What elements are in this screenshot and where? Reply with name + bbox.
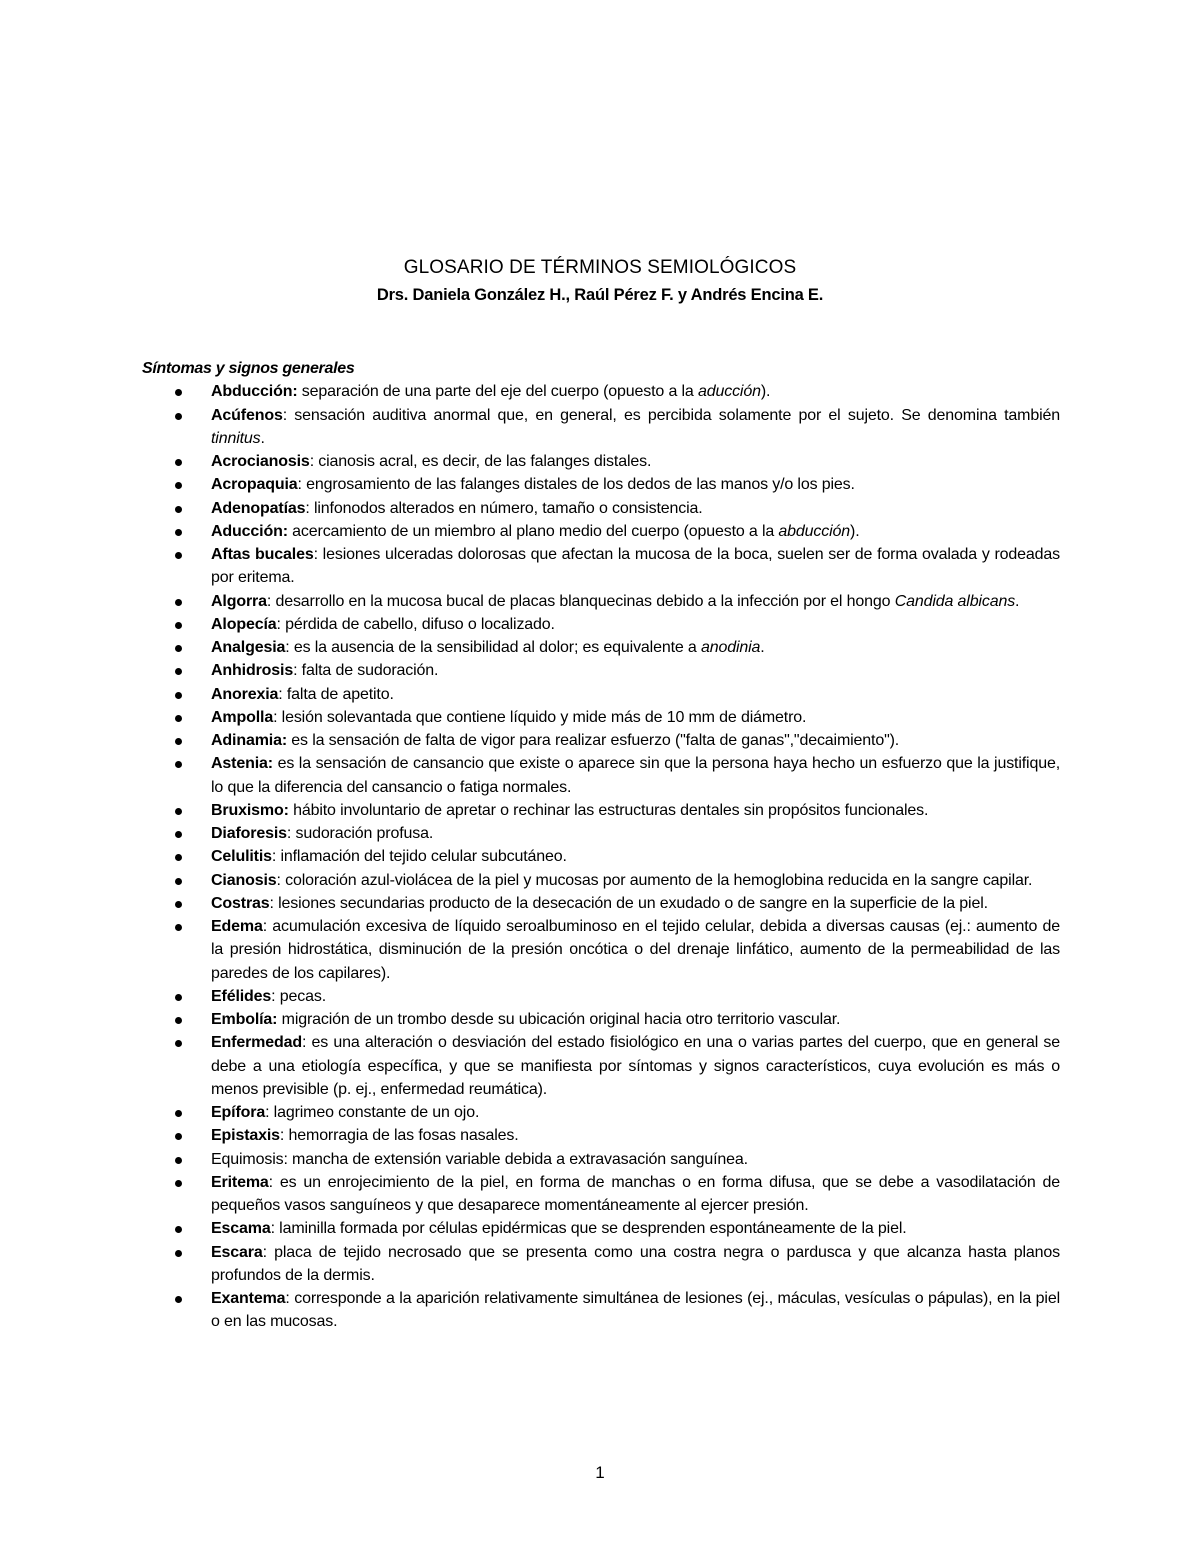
glossary-term: Acropaquia: [211, 476, 298, 494]
bullet-icon: [175, 1110, 182, 1117]
bullet-icon: [175, 715, 182, 722]
glossary-definition: .: [760, 639, 765, 656]
glossary-term: Adinamia:: [211, 732, 287, 749]
glossary-definition: : placa de tejido necrosado que se presenta como una costra negra o pardusca y que alcanza hasta planos profundos de la dermis.: [211, 1243, 1060, 1284]
bullet-icon: [175, 529, 182, 536]
glossary-entry: [211, 1287, 1060, 1334]
glossary-entry: [211, 1171, 1060, 1218]
glossary-definition-italic: aducción: [697, 383, 761, 401]
bullet-icon: [175, 738, 182, 745]
glossary-term: Edema: [211, 918, 263, 935]
glossary-definition: ).: [850, 522, 860, 540]
glossary-entry: [211, 1031, 1060, 1101]
glossary-definition-italic: anodinia: [700, 639, 761, 656]
glossary-entry: [211, 380, 1060, 403]
glossary-term: Bruxismo:: [211, 801, 289, 819]
bullet-icon: [175, 389, 182, 396]
bullet-icon: [175, 1040, 182, 1047]
glossary-definition: : lesión solevantada que contiene líquido y mide más de 10 mm de diámetro.: [273, 708, 807, 726]
bullet-icon: [175, 459, 182, 466]
glossary-term: Eritema: [211, 1173, 269, 1191]
bullet-icon: [175, 506, 182, 513]
glossary-definition: separación de una parte del eje del cuerpo (opuesto a la: [297, 383, 698, 401]
bullet-icon: [175, 413, 182, 420]
glossary-definition: Equimosis: mancha de extensión variable debida a extravasación sanguínea.: [211, 1150, 748, 1168]
glossary-term: Epífora: [211, 1104, 266, 1121]
glossary-entry: [211, 473, 1060, 496]
bullet-icon: [175, 878, 182, 885]
glossary-entry: [211, 450, 1060, 473]
glossary-definition: : pecas.: [271, 987, 327, 1005]
glossary-term: Ampolla: [211, 708, 274, 726]
bullet-icon: [175, 552, 182, 559]
glossary-term: Cianosis: [211, 871, 277, 889]
glossary-definition: : cianosis acral, es decir, de las falanges distales.: [309, 453, 652, 470]
glossary-definition: es la sensación de cansancio que existe o aparece sin que la persona haya hecho un esfuerzo que la justifique, lo que la diferencia del cansancio o fatiga normales.: [211, 755, 1060, 796]
glossary-definition: : hemorragia de las fosas nasales.: [279, 1127, 519, 1145]
glossary-definition: : es un enrojecimiento de la piel, en forma de manchas o en forma difusa, que se debe a vasodilatación de pequeños vasos sanguíneos y que desaparece momentáneamente al ejercer presión.: [211, 1173, 1060, 1214]
bullet-icon: [175, 599, 182, 606]
glossary-term: Diaforesis: [211, 825, 287, 842]
glossary-definition: : corresponde a la aparición relativamente simultánea de lesiones (ej., máculas, vesículas o pápulas), en la piel o en las mucosas.: [211, 1290, 1060, 1331]
bullet-icon: [175, 761, 182, 768]
bullet-icon: [175, 1296, 182, 1303]
glossary-term: Enfermedad: [211, 1034, 302, 1052]
glossary-entry: [211, 915, 1060, 985]
glossary-entry: [211, 1101, 1060, 1124]
glossary-term: Analgesia: [211, 639, 286, 656]
bullet-icon: [175, 831, 182, 838]
glossary-entry: [211, 729, 1060, 752]
glossary-term: Escara: [211, 1243, 263, 1261]
glossary-definition: : inflamación del tejido celular subcutáneo.: [271, 848, 567, 866]
glossary-definition: : sudoración profusa.: [286, 825, 434, 842]
glossary-entry: [211, 1241, 1060, 1288]
glossary-entry: [211, 659, 1060, 682]
bullet-icon: [175, 808, 182, 815]
glossary-entry: [211, 520, 1060, 543]
glossary-entry: [211, 822, 1060, 845]
glossary-definition: : acumulación excesiva de líquido seroalbuminoso en el tejido celular, debida a diversas causas (ej.: aumento de la presión hidrostática, disminución de la presión oncótica o del drenaje linfático, aumento de la permeabilidad de las paredes de los capilares).: [211, 918, 1060, 982]
glossary-definition: .: [260, 429, 265, 447]
glossary-entry: [211, 683, 1060, 706]
glossary-definition: .: [1015, 592, 1020, 610]
bullet-icon: [175, 994, 182, 1001]
glossary-definition: : falta de apetito.: [278, 685, 394, 703]
glossary-term: Efélides: [211, 987, 272, 1005]
glossary-term: Costras: [211, 894, 270, 912]
glossary-term: Escama: [211, 1220, 271, 1238]
glossary-definition: es la sensación de falta de vigor para realizar esfuerzo ("falta de ganas","decaimiento").: [287, 732, 900, 749]
glossary-entry: [211, 706, 1060, 729]
glossary-entry: [211, 845, 1060, 868]
glossary-definition: migración de un trombo desde su ubicación original hacia otro territorio vascular.: [277, 1011, 841, 1028]
glossary-entry: [211, 613, 1060, 636]
glossary-entry: [211, 985, 1060, 1008]
glossary-term: Abducción:: [211, 383, 298, 401]
glossary-definition-italic: tinnitus: [211, 429, 261, 447]
document-authors: Drs. Daniela González H., Raúl Pérez F. y Andrés Encina E.: [376, 286, 824, 304]
glossary-term: Celulitis: [211, 848, 272, 866]
bullet-icon: [175, 622, 182, 629]
glossary-term: Alopecía: [211, 615, 277, 633]
glossary-definition: : lagrimeo constante de un ojo.: [265, 1104, 480, 1121]
bullet-icon: [175, 692, 182, 699]
glossary-entry: [211, 799, 1060, 822]
glossary-content: [142, 357, 1060, 1334]
glossary-term: Aftas bucales: [211, 546, 314, 563]
glossary-definition: : desarrollo en la mucosa bucal de placas blanquecinas debido a la infección por el hongo: [266, 592, 895, 610]
glossary-list: [142, 380, 1060, 1333]
glossary-definition: : linfonodos alterados en número, tamaño o consistencia.: [305, 499, 703, 517]
glossary-term: Anorexia: [211, 685, 279, 703]
glossary-entry: [211, 404, 1060, 451]
glossary-definition-italic: Candida albicans: [894, 592, 1016, 610]
page-number: 1: [595, 1463, 605, 1482]
glossary-definition: : sensación auditiva anormal que, en general, es percibida solamente por el sujeto. Se denomina también: [282, 406, 1060, 424]
bullet-icon: [175, 1226, 182, 1233]
glossary-definition: : engrosamiento de las falanges distales de los dedos de las manos y/o los pies.: [297, 476, 855, 494]
glossary-entry: [211, 590, 1060, 613]
glossary-definition: : es una alteración o desviación del estado fisiológico en una o varias partes del cuerpo, que en general se debe a una etiología específica, y que se manifiesta por síntomas y signos característicos, cuya evolución es más o menos previsible (p. ej., enfermedad reumática).: [211, 1034, 1060, 1098]
glossary-definition: : lesiones ulceradas dolorosas que afectan la mucosa de la boca, suelen ser de forma ovalada y rodeadas por eritema.: [211, 546, 1060, 587]
glossary-entry: [211, 1217, 1060, 1240]
glossary-term: Astenia:: [211, 755, 273, 773]
glossary-entry: [211, 869, 1060, 892]
bullet-icon: [175, 645, 182, 652]
glossary-definition: acercamiento de un miembro al plano medio del cuerpo (opuesto a la: [287, 522, 779, 540]
glossary-definition: : coloración azul-violácea de la piel y mucosas por aumento de la hemoglobina reducida en la sangre capilar.: [276, 871, 1033, 889]
glossary-term: Algorra: [211, 592, 267, 610]
bullet-icon: [175, 854, 182, 861]
glossary-definition: ).: [760, 383, 771, 401]
glossary-definition: hábito involuntario de apretar o rechinar las estructuras dentales sin propósitos funcionales.: [288, 801, 929, 819]
document-title: GLOSARIO DE TÉRMINOS SEMIOLÓGICOS: [403, 257, 797, 278]
glossary-term: Exantema: [211, 1290, 286, 1307]
glossary-definition: : laminilla formada por células epidérmicas que se desprenden espontáneamente de la piel.: [270, 1220, 907, 1238]
glossary-term: Anhidrosis: [211, 662, 294, 680]
glossary-term: Epistaxis: [211, 1127, 280, 1145]
bullet-icon: [175, 901, 182, 908]
bullet-icon: [175, 1250, 182, 1257]
bullet-icon: [175, 924, 182, 931]
bullet-icon: [175, 1157, 182, 1164]
glossary-entry: [211, 636, 1060, 659]
section-heading: Síntomas y signos generales: [142, 360, 355, 377]
glossary-entry: [211, 1148, 1060, 1171]
bullet-icon: [175, 1133, 182, 1140]
glossary-definition: : falta de sudoración.: [293, 662, 439, 680]
glossary-definition: : pérdida de cabello, difuso o localizado.: [276, 615, 555, 633]
glossary-entry: [211, 1008, 1060, 1031]
glossary-term: Adenopatías: [211, 499, 306, 517]
glossary-entry: [211, 1124, 1060, 1147]
glossary-entry: [211, 892, 1060, 915]
glossary-term: Embolía:: [211, 1011, 278, 1028]
bullet-icon: [175, 1017, 182, 1024]
glossary-term: Acrocianosis: [211, 453, 310, 470]
glossary-entry: [211, 543, 1060, 590]
bullet-icon: [175, 1180, 182, 1187]
glossary-term: Aducción:: [211, 522, 288, 540]
glossary-term: Acúfenos: [211, 406, 283, 424]
glossary-entry: [211, 497, 1060, 520]
glossary-definition: : es la ausencia de la sensibilidad al dolor; es equivalente a: [285, 639, 701, 656]
glossary-entry: [211, 752, 1060, 799]
glossary-definition-italic: abducción: [778, 522, 851, 540]
bullet-icon: [175, 668, 182, 675]
glossary-definition: : lesiones secundarias producto de la desecación de un exudado o de sangre en la superficie de la piel.: [269, 894, 988, 912]
bullet-icon: [175, 482, 182, 489]
